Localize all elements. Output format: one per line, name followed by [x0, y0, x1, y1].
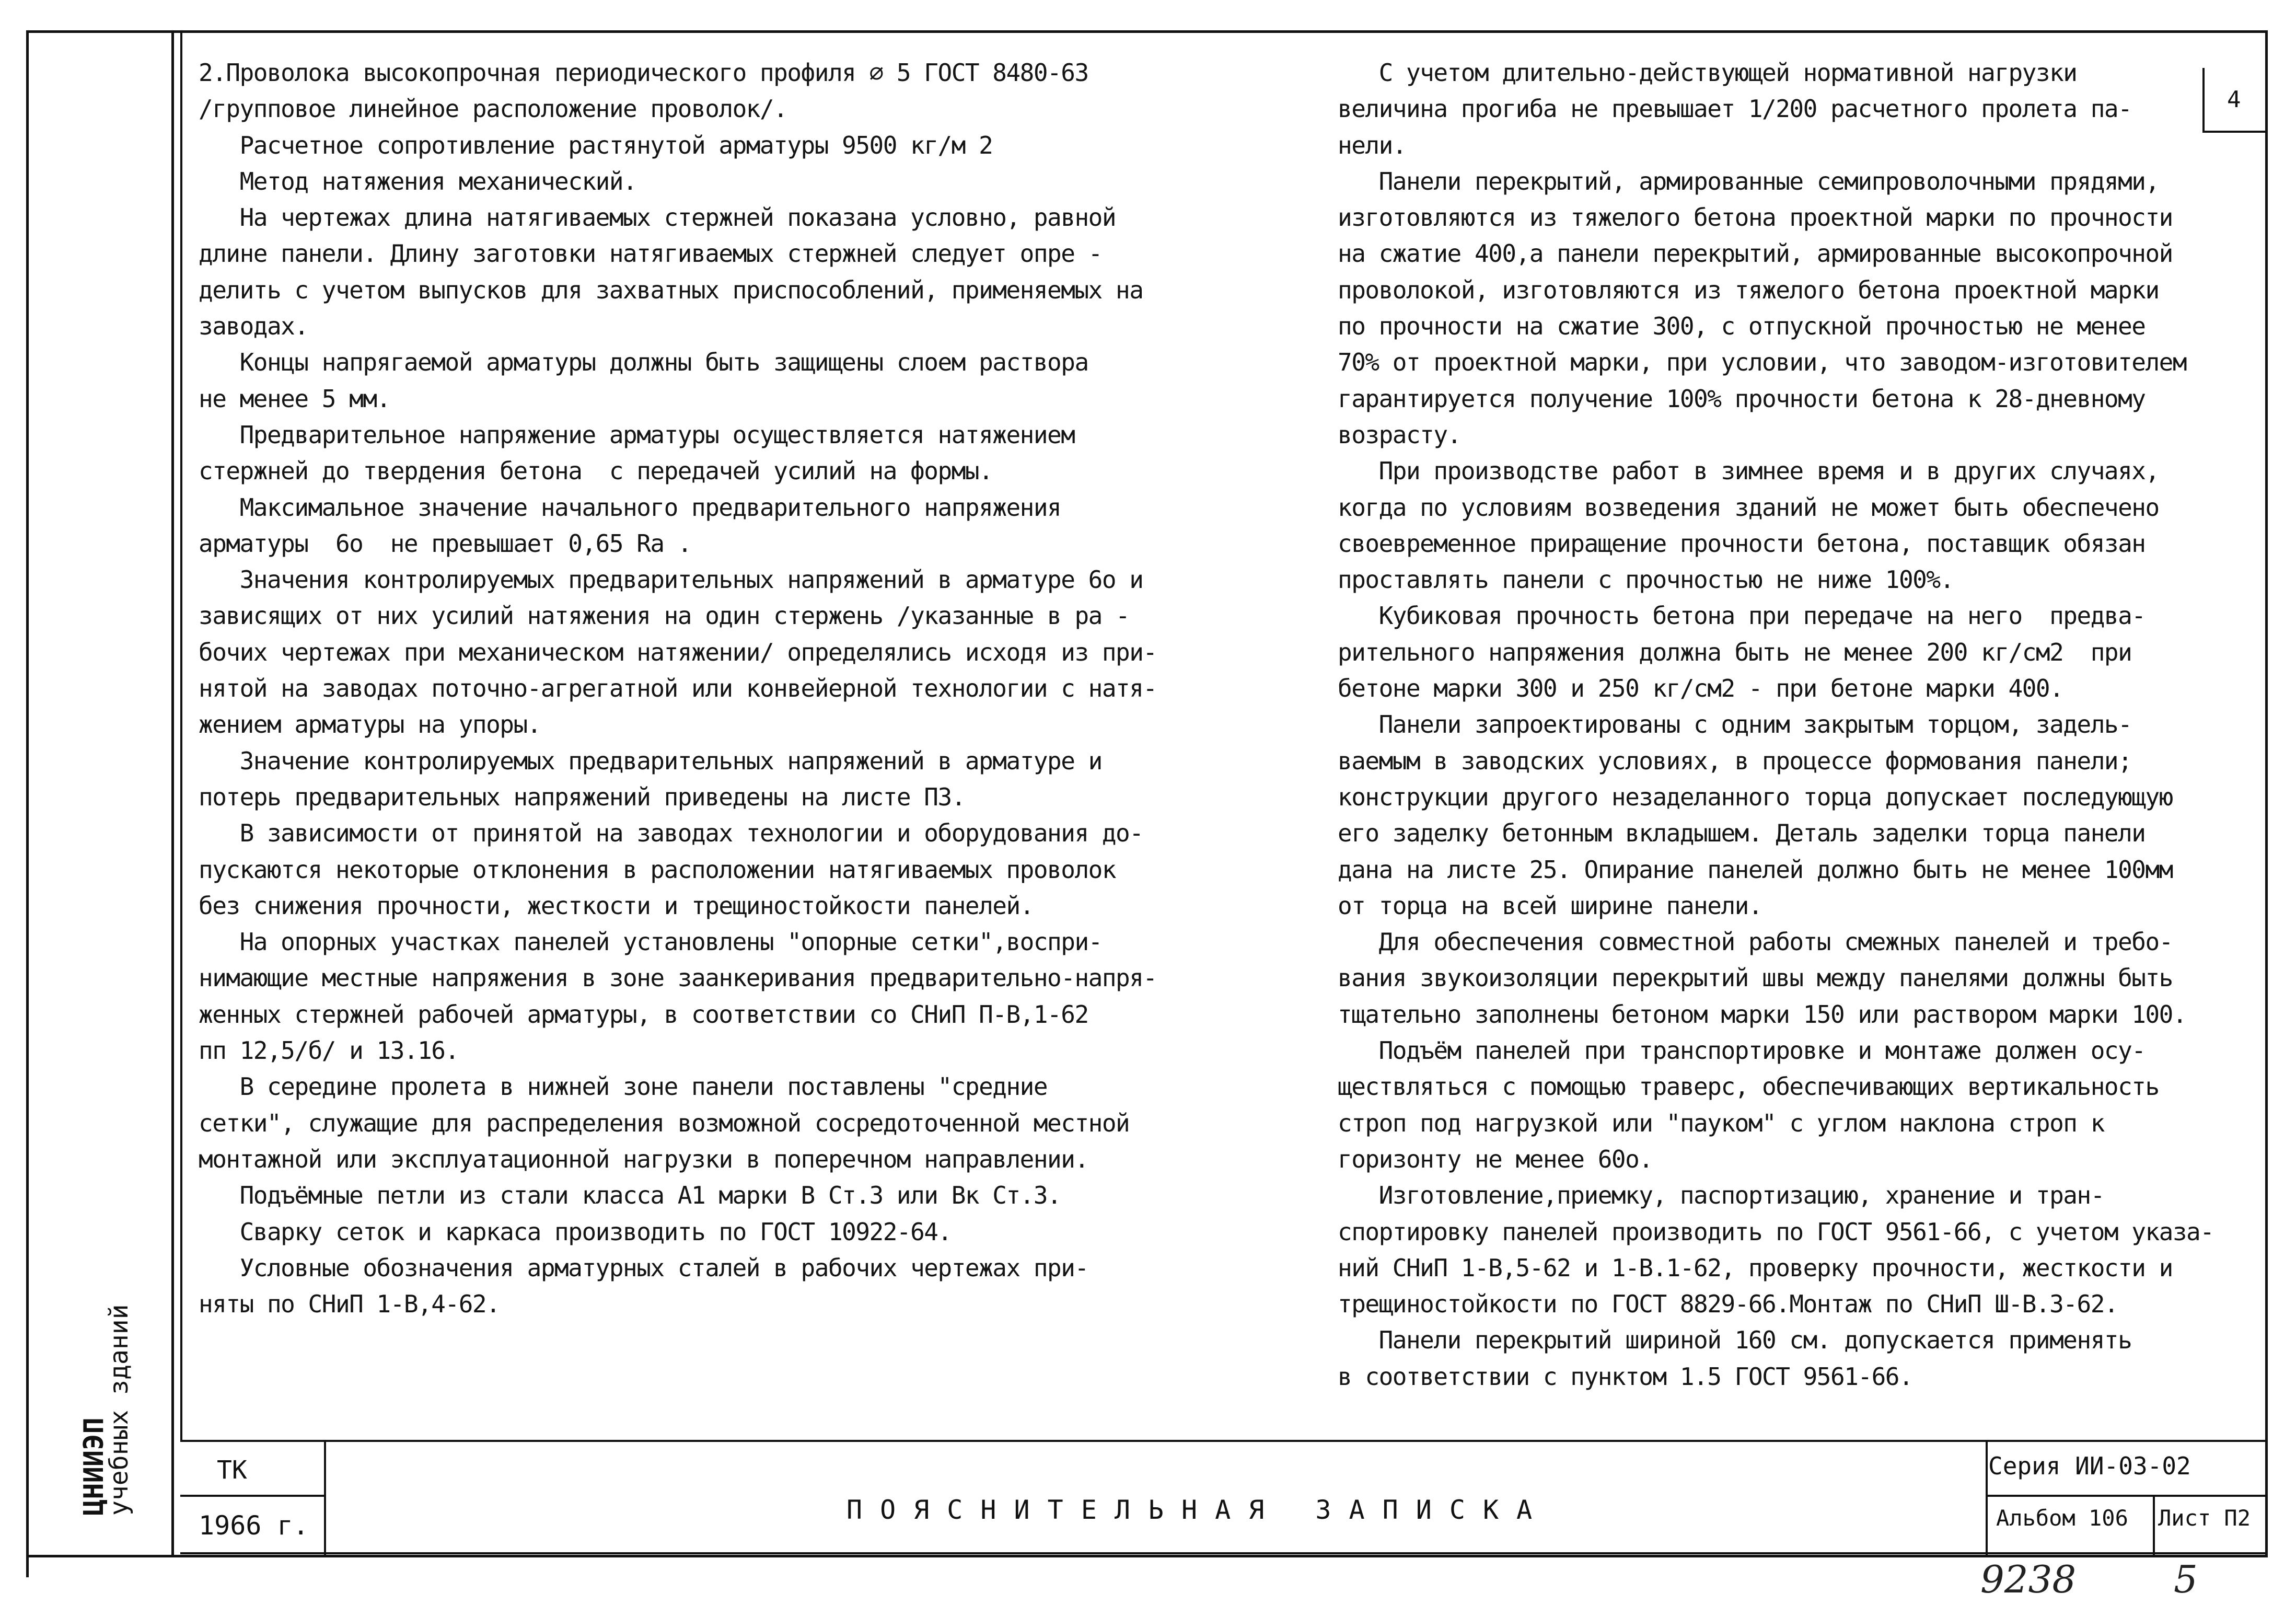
text-line: ний СНиП 1-В,5-62 и 1-В.1-62, проверку прочности, жесткости и	[1338, 1253, 2173, 1282]
text-line: 70% от проектной марки, при условии, что заводом-изготовителем	[1338, 348, 2187, 377]
text-line: не менее 5 мм.	[199, 384, 390, 413]
text-line: монтажной или эксплуатационной нагрузки в поперечном направлении.	[199, 1145, 1088, 1173]
org-code: ТК	[217, 1456, 247, 1485]
frame-bottom	[26, 1555, 2268, 1557]
text-line: заводах.	[199, 312, 308, 341]
text-line: на сжатие 400,а панели перекрытий, армированные высокопрочной	[1338, 239, 2173, 268]
text-line: когда по условиям возведения зданий не может быть обеспечено	[1338, 493, 2159, 522]
text-line: ваемым в заводских условиях, в процессе формования панели;	[1338, 746, 2132, 775]
text-line: горизонту не менее 60о.	[1338, 1145, 1653, 1173]
text-line: делить с учетом выпусков для захватных приспособлений, применяемых на	[199, 275, 1143, 304]
text-line: изготовляются из тяжелого бетона проектной марки по прочности	[1338, 203, 2173, 232]
sheet-label: Лист П2	[2158, 1505, 2251, 1531]
title-block-mid	[180, 1495, 324, 1497]
text-line: потерь предварительных напряжений приведены на листе П3.	[199, 782, 965, 811]
sheet-corner-number: 4	[2227, 86, 2241, 113]
title-block-divider-3	[2153, 1495, 2155, 1555]
title-block-top	[180, 1440, 2268, 1442]
text-line: Кубиковая прочность бетона при передаче на него предва-	[1338, 602, 2146, 630]
text-line: С учетом длительно-действующей нормативной нагрузки	[1338, 59, 2077, 87]
text-line: проволокой, изготовляются из тяжелого бетона проектной марки	[1338, 275, 2159, 304]
frame-inner-left	[180, 30, 182, 1441]
text-line: без снижения прочности, жесткости и трещиностойкости панелей.	[199, 891, 1034, 920]
series-label: Серия ИИ-03-02	[1988, 1452, 2191, 1480]
text-line: ществляться с помощью траверс, обеспечивающих вертикальность	[1338, 1072, 2159, 1101]
text-line: возрасту.	[1338, 420, 1461, 449]
text-line: по прочности на сжатие 300, с отпускной прочностью не менее	[1338, 312, 2146, 341]
side-stamp-line1: ЦНИИЭП	[78, 1417, 110, 1516]
text-line: в соответствии с пунктом 1.5 ГОСТ 9561-66.	[1338, 1362, 1913, 1391]
text-line: сетки", служащие для распределения возможной сосредоточенной местной	[199, 1109, 1130, 1137]
text-line: трещиностойкости по ГОСТ 8829-66.Монтаж по СНиП Ш-В.3-62.	[1338, 1290, 2118, 1319]
frame-left-outer	[26, 30, 29, 1577]
page-number: 5	[2174, 1557, 2198, 1601]
text-line: На опорных участках панелей установлены "опорные сетки",воспри-	[199, 928, 1102, 956]
text-line: арматуры 6о не превышает 0,65 Rа .	[199, 529, 691, 558]
title-block-mid-right	[1986, 1495, 2268, 1497]
inventory-number: 9238	[1980, 1557, 2077, 1601]
text-line: Подъёмные петли из стали класса А1 марки В Ст.3 или Вк Ст.3.	[199, 1181, 1061, 1210]
text-line: Значение контролируемых предварительных напряжений в арматуре и	[199, 746, 1102, 775]
text-line: рительного напряжения должна быть не менее 200 кг/см2 при	[1338, 638, 2132, 666]
text-line: 2.Проволока высокопрочная периодического профиля ∅ 5 ГОСТ 8480-63	[199, 59, 1088, 87]
text-line: вания звукоизоляции перекрытий швы между панелями должны быть	[1338, 964, 2173, 992]
text-line: Расчетное сопротивление растянутой арматуры 9500 кг/м 2	[199, 131, 993, 159]
side-stamp-line2: учебных зданий	[105, 1304, 134, 1516]
text-line: нели.	[1338, 131, 1406, 159]
text-line: бочих чертежах при механическом натяжении/ определялись исходя из при-	[199, 638, 1157, 666]
text-line: Условные обозначения арматурных сталей в рабочих чертежах при-	[199, 1253, 1088, 1282]
text-line: В зависимости от принятой на заводах технологии и оборудования до-	[199, 819, 1143, 848]
text-line: пп 12,5/б/ и 13.16.	[199, 1036, 459, 1065]
text-line: На чертежах длина натягиваемых стержней показана условно, равной	[199, 203, 1116, 232]
text-line: При производстве работ в зимнее время и в других случаях,	[1338, 457, 2159, 486]
text-line: Панели перекрытий шириной 160 см. допускается применять	[1338, 1326, 2132, 1355]
text-line: пускаются некоторые отклонения в расположении натягиваемых проволок	[199, 855, 1116, 884]
frame-right	[2265, 30, 2268, 1556]
text-line: Предварительное напряжение арматуры осуществляется натяжением	[199, 420, 1075, 449]
text-line: Значения контролируемых предварительных напряжений в арматуре 6о и	[199, 565, 1143, 594]
text-line: няты по СНиП 1-В,4-62.	[199, 1290, 500, 1319]
text-line: спортировку панелей производить по ГОСТ 9561-66, с учетом указа-	[1338, 1217, 2214, 1246]
text-line: проставлять панели с прочностью не ниже 100%.	[1338, 565, 1954, 594]
text-line: конструкции другого незаделанного торца допускает последующую	[1338, 782, 2173, 811]
text-line: нимающие местные напряжения в зоне заанкеривания предварительно-напря-	[199, 964, 1157, 992]
text-line: бетоне марки 300 и 250 кг/см2 - при бетоне марки 400.	[1338, 674, 2063, 703]
title-block-bottom	[180, 1552, 2268, 1554]
text-line: дана на листе 25. Опирание панелей должно быть не менее 100мм	[1338, 855, 2173, 884]
text-line: своевременное приращение прочности бетона, поставщик обязан	[1338, 529, 2146, 558]
text-line: от торца на всей ширине панели.	[1338, 891, 1762, 920]
text-line: длине панели. Длину заготовки натягиваемых стержней следует опре -	[199, 239, 1102, 268]
text-line: Метод натяжения механический.	[199, 167, 637, 195]
title-block-divider-2	[1986, 1440, 1988, 1555]
frame-top	[26, 30, 2268, 33]
text-line: женных стержней рабочей арматуры, в соответствии со СНиП П-В,1-62	[199, 1000, 1088, 1029]
album-label: Альбом 106	[1996, 1505, 2128, 1531]
text-line: нятой на заводах поточно-агрегатной или конвейерной технологии с натя-	[199, 674, 1157, 703]
text-line: Концы напрягаемой арматуры должны быть защищены слоем раствора	[199, 348, 1088, 377]
text-line: зависящих от них усилий натяжения на один стержень /указанные в ра -	[199, 602, 1130, 630]
text-line: Панели перекрытий, армированные семипроволочными прядями,	[1338, 167, 2159, 195]
left-text-column	[199, 55, 1157, 1322]
text-line: Подъём панелей при транспортировке и монтаже должен осу-	[1338, 1036, 2146, 1065]
text-line: стержней до твердения бетона с передачей усилий на формы.	[199, 457, 993, 486]
text-line: В середине пролета в нижней зоне панели поставлены "средние	[199, 1072, 1048, 1101]
right-text-column	[1338, 55, 2213, 1395]
text-line: Для обеспечения совместной работы смежных панелей и требо-	[1338, 928, 2173, 956]
text-line: тщательно заполнены бетоном марки 150 или раствором марки 100.	[1338, 1000, 2187, 1029]
text-line: /групповое линейное расположение проволок/.	[199, 95, 787, 123]
text-line: величина прогиба не превышает 1/200 расчетного пролета па-	[1338, 95, 2132, 123]
year: 1966 г.	[199, 1510, 309, 1541]
text-line: его заделку бетонным вкладышем. Деталь заделки торца панели	[1338, 819, 2146, 848]
frame-left-inner	[171, 30, 174, 1556]
text-line: Панели запроектированы с одним закрытым торцом, задель-	[1338, 710, 2132, 739]
text-line: жением арматуры на упоры.	[199, 710, 541, 739]
text-line: Изготовление,приемку, паспортизацию, хранение и тран-	[1338, 1181, 2104, 1210]
text-line: гарантируется получение 100% прочности бетона к 28-дневному	[1338, 384, 2146, 413]
text-line: строп под нагрузкой или "пауком" с углом наклона строп к	[1338, 1109, 2104, 1137]
text-line: Сварку сеток и каркаса производить по ГОСТ 10922-64.	[199, 1217, 952, 1246]
title-block-divider-1	[324, 1440, 326, 1555]
text-line: Максимальное значение начального предварительного напряжения	[199, 493, 1061, 522]
document-title: ПОЯСНИТЕЛЬНАЯ ЗАПИСКА	[846, 1495, 1550, 1525]
